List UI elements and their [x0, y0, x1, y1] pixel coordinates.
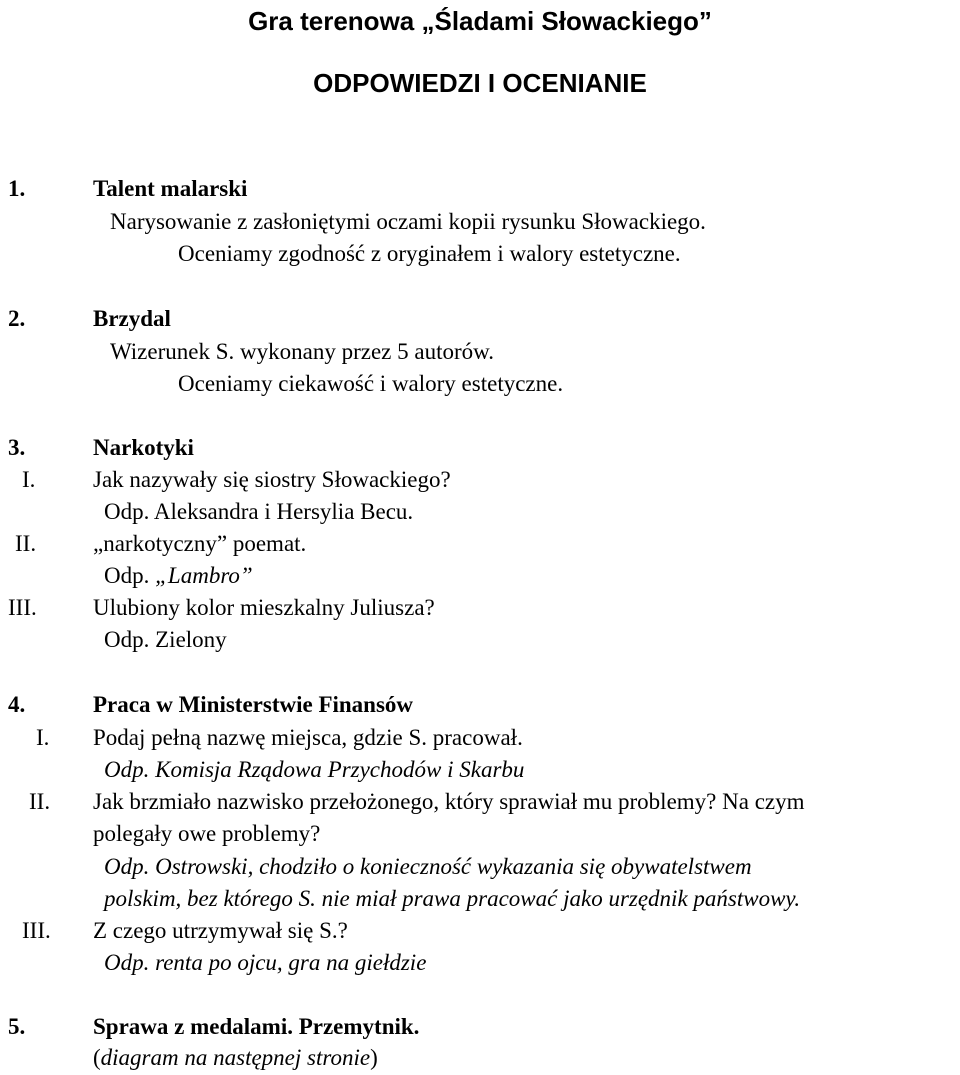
roman-numeral: I. — [36, 725, 50, 750]
answer-text: renta po ojcu, gra na giełdzie — [155, 950, 427, 975]
section-number: 4. — [8, 692, 26, 717]
answer — [104, 500, 413, 523]
question: Jak brzmiało nazwisko przełożonego, który sprawiał mu problemy? Na czym — [93, 789, 805, 814]
answer-prefix: Odp. — [104, 499, 150, 524]
section-line: Oceniamy ciekawość i walory estetyczne. — [178, 371, 564, 396]
section-line: Wizerunek S. wykonany przez 5 autorów. — [110, 339, 494, 364]
section-line: Narysowanie z zasłoniętymi oczami kopii rysunku Słowackiego. — [110, 209, 706, 234]
section-title: Praca w Ministerstwie Finansów — [93, 692, 414, 717]
section-title: Talent malarski — [93, 176, 248, 201]
section-title: Brzydal — [93, 306, 171, 331]
answer-text: Ostrowski, chodziło o konieczność wykazania się obywatelstwem — [155, 854, 752, 879]
question: Ulubiony kolor mieszkalny Juliusza? — [93, 595, 435, 620]
answer-prefix: Odp. — [104, 563, 150, 588]
roman-numeral: I. — [22, 467, 36, 492]
answer-prefix: Odp. — [104, 854, 150, 879]
question: Z czego utrzymywał się S.? — [93, 918, 348, 943]
answer-continuation: polskim, bez którego S. nie miał prawa pracować jako urzędnik państwowy. — [104, 886, 801, 911]
section-number: 1. — [8, 176, 26, 201]
answer — [104, 628, 227, 651]
roman-numeral: III. — [22, 918, 51, 943]
question-continuation: polegały owe problemy? — [93, 821, 321, 846]
note-text: diagram na następnej stronie — [100, 1045, 371, 1070]
section-title: Narkotyki — [93, 435, 194, 460]
answer-text: Zielony — [155, 627, 227, 652]
answer-prefix: Odp. — [104, 627, 150, 652]
roman-numeral: II. — [15, 531, 37, 556]
answer-text: Komisja Rządowa Przychodów i Skarbu — [155, 757, 525, 782]
answer — [104, 564, 253, 587]
roman-numeral: II. — [29, 789, 51, 814]
answer-prefix: Odp. — [104, 950, 150, 975]
roman-numeral: III. — [8, 595, 37, 620]
section-number: 3. — [8, 435, 26, 460]
answer — [104, 951, 426, 974]
answer-prefix: Odp. — [104, 757, 150, 782]
question: Jak nazywały się siostry Słowackiego? — [93, 467, 451, 492]
note-paren-open: ( — [93, 1045, 101, 1070]
answer-text: Aleksandra i Hersylia Becu. — [153, 499, 414, 524]
section-number: 2. — [8, 306, 26, 331]
page-subtitle: ODPOWIEDZI I OCENIANIE — [313, 68, 647, 98]
answer — [104, 855, 752, 878]
answer — [104, 758, 524, 781]
note-paren-close: ) — [370, 1045, 378, 1070]
question: Podaj pełną nazwę miejsca, gdzie S. pracował. — [93, 725, 523, 750]
page-title: Gra terenowa „Śladami Słowackiego” — [248, 6, 712, 36]
section-title: Sprawa z medalami. Przemytnik. — [93, 1014, 420, 1039]
section-line: Oceniamy zgodność z oryginałem i walory estetyczne. — [178, 241, 681, 266]
answer-text: „Lambro” — [155, 563, 253, 588]
question: „narkotyczny” poemat. — [93, 531, 307, 556]
note — [93, 1046, 378, 1069]
section-number: 5. — [8, 1014, 26, 1039]
